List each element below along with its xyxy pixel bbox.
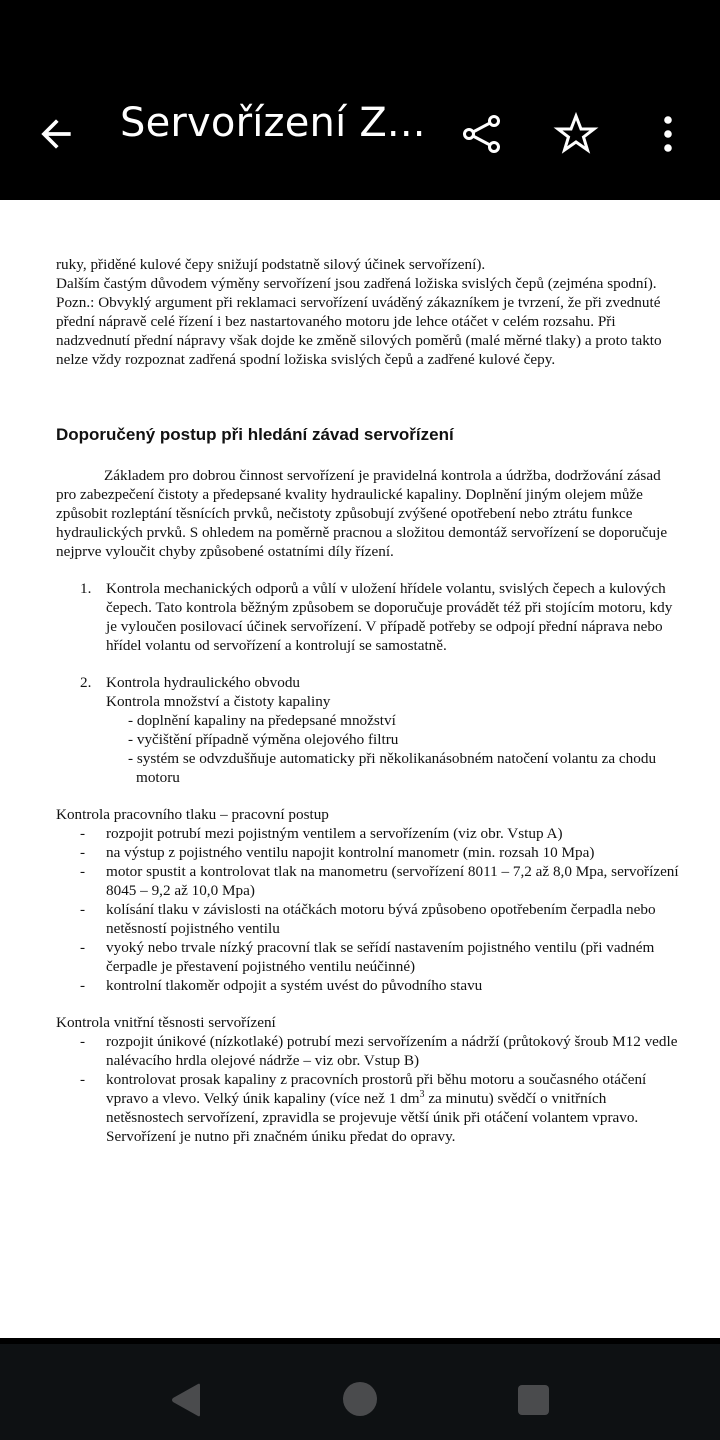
list-item: [56, 579, 680, 655]
dash-list-item: [56, 900, 680, 938]
list-item: [56, 673, 680, 711]
dash: -: [80, 939, 86, 956]
item-text: kolísání tlaku v závislosti na otáčkách motoru bývá způsobeno opotřebením čerpadla nebo netěsností pojistného ventilu: [106, 901, 656, 937]
pressure-section: [56, 805, 680, 995]
system-nav-bar: [0, 1338, 720, 1440]
nav-home-button[interactable]: [343, 1382, 377, 1416]
app-bar: [0, 0, 720, 200]
sub-list-item: - vyčištění případně výměna olejového filtru: [128, 731, 399, 748]
dash-list-item: [56, 938, 680, 976]
list-subtitle: Kontrola množství a čistoty kapaliny: [106, 693, 331, 710]
item-text: rozpojit potrubí mezi pojistným ventilem a servořízením (viz obr. Vstup A): [106, 825, 563, 842]
superscript: 3: [419, 1088, 425, 1100]
more-vert-icon[interactable]: [644, 110, 692, 158]
item-text: motor spustit a kontrolovat tlak na manometru (servořízení 8011 – 7,2 až 8,0 Mpa, servořízení 8045 – 9,2 až 10,0 Mpa): [106, 863, 679, 899]
item-text: rozpojit únikové (nízkotlaké) potrubí mezi servořízením a nádrží (průtokový šroub M12 vedle nalévacího hrdla olejové nádrže – viz obr. Vstup B): [106, 1033, 678, 1069]
dash: -: [80, 1033, 86, 1050]
list-number: 2.: [80, 674, 92, 691]
section-heading: Doporučený postup při hledání závad servořízení: [56, 425, 454, 444]
paragraph: ruky, přiděné kulové čepy snižují podstatně silový účinek servořízení).: [56, 256, 486, 273]
item-text: kontrolovat prosak kapaliny z pracovních prostorů při běhu motoru a současného otáčení vpravo a vlevo. Velký únik kapaliny (více než 1 dm: [106, 1071, 647, 1107]
dash-list-item: [56, 862, 680, 900]
document-page[interactable]: [0, 200, 720, 1338]
list-item-text: Kontrola hydraulického obvodu: [106, 674, 301, 691]
document-content: [56, 255, 680, 1146]
list-item-text: Kontrola mechanických odporů a vůlí v uložení hřídele volantu, svislých čepech a kulových čepech. Tato kontrola běžným způsobem se doporučuje provádět též při stojícím motoru, kdy je vyloučen posilovací účinek servořízení. V případě potřeby se odpojí přední náprava nebo hřídel volantu od servořízení a kontrolují se samostatně.: [106, 580, 673, 654]
sub-list-item: - doplnění kapaliny na předepsané množství: [128, 712, 396, 729]
dash-list-item: [56, 843, 680, 862]
subsection-title: Kontrola pracovního tlaku – pracovní postup: [56, 806, 329, 823]
item-text: za minutu) svědčí o vnitřních netěsnostech servořízení, zpravidla se projevuje větší únik při otáčení volantem vpravo. Servořízení je nutno při značném úniku předat do opravy.: [106, 1090, 639, 1145]
nav-recents-button[interactable]: [518, 1385, 549, 1415]
item-text: na výstup z pojistného ventilu napojit kontrolní manometr (min. rozsah 10 Mpa): [106, 844, 595, 861]
sub-list-item: - systém se odvzdušňuje automaticky při několikanásobném natočení volantu za chodu motoru: [128, 750, 657, 786]
list-number: 1.: [80, 580, 92, 597]
item-text: kontrolní tlakoměr odpojit a systém uvést do původního stavu: [106, 977, 483, 994]
item-text: vyoký nebo trvale nízký pracovní tlak se seřídí nastavením pojistného ventilu (při vadném čerpadle je přestavení pojistného ventilu neúčinné): [106, 939, 655, 975]
paragraph: Základem pro dobrou činnost servořízení je pravidelná kontrola a údržba, dodržování zásad pro zabezpečení čistoty a předepsané kvality hydraulické kapaliny. Doplnění jiným olejem může způsobit rozleptání těsnících prvků, nečistoty způsobují zvýšené opotřebení nebo ztrátu funkce hydraulických prvků. S ohledem na poměrně pracnou a složitou demontáž servořízení se doporučuje nejprve vyloučit chyby způsobené ostatními díly řízení.: [56, 467, 668, 560]
dash-list-item: [56, 976, 680, 995]
back-arrow-icon[interactable]: [34, 112, 78, 156]
numbered-list: [56, 579, 680, 787]
dash: -: [80, 1071, 86, 1088]
share-icon[interactable]: [458, 110, 506, 158]
dash: -: [80, 844, 86, 861]
dash-list-item: [56, 1032, 680, 1070]
star-icon[interactable]: [552, 110, 600, 158]
paragraph: Dalším častým důvodem výměny servořízení jsou zadřená ložiska svislých čepů (zejména spodní).: [56, 275, 657, 292]
subsection-title: Kontrola vnitřní těsnosti servořízení: [56, 1014, 276, 1031]
leak-section: [56, 1013, 680, 1146]
paragraph: Pozn.: Obvyklý argument při reklamaci servořízení uváděný zákazníkem je tvrzení, že při zvednuté přední nápravě celé řízení i bez nastartovaného motoru jde lehce otáčet v celém rozsahu. Při nadzvednutí přední nápravy však dojde ke změně silových poměrů (malé měrné tlaky) a proto takto nelze vždy rozpoznat zadřená spodní ložiska svislých čepů a zadřené kulové čepy.: [56, 294, 662, 368]
nav-back-button[interactable]: [170, 1382, 204, 1418]
dash-list-item: [56, 824, 680, 843]
dash: -: [80, 825, 86, 842]
dash: -: [80, 901, 86, 918]
dash: -: [80, 977, 86, 994]
dash: -: [80, 863, 86, 880]
dash-list-item: [56, 1070, 680, 1146]
document-title: Servořízení Z...: [120, 100, 426, 146]
